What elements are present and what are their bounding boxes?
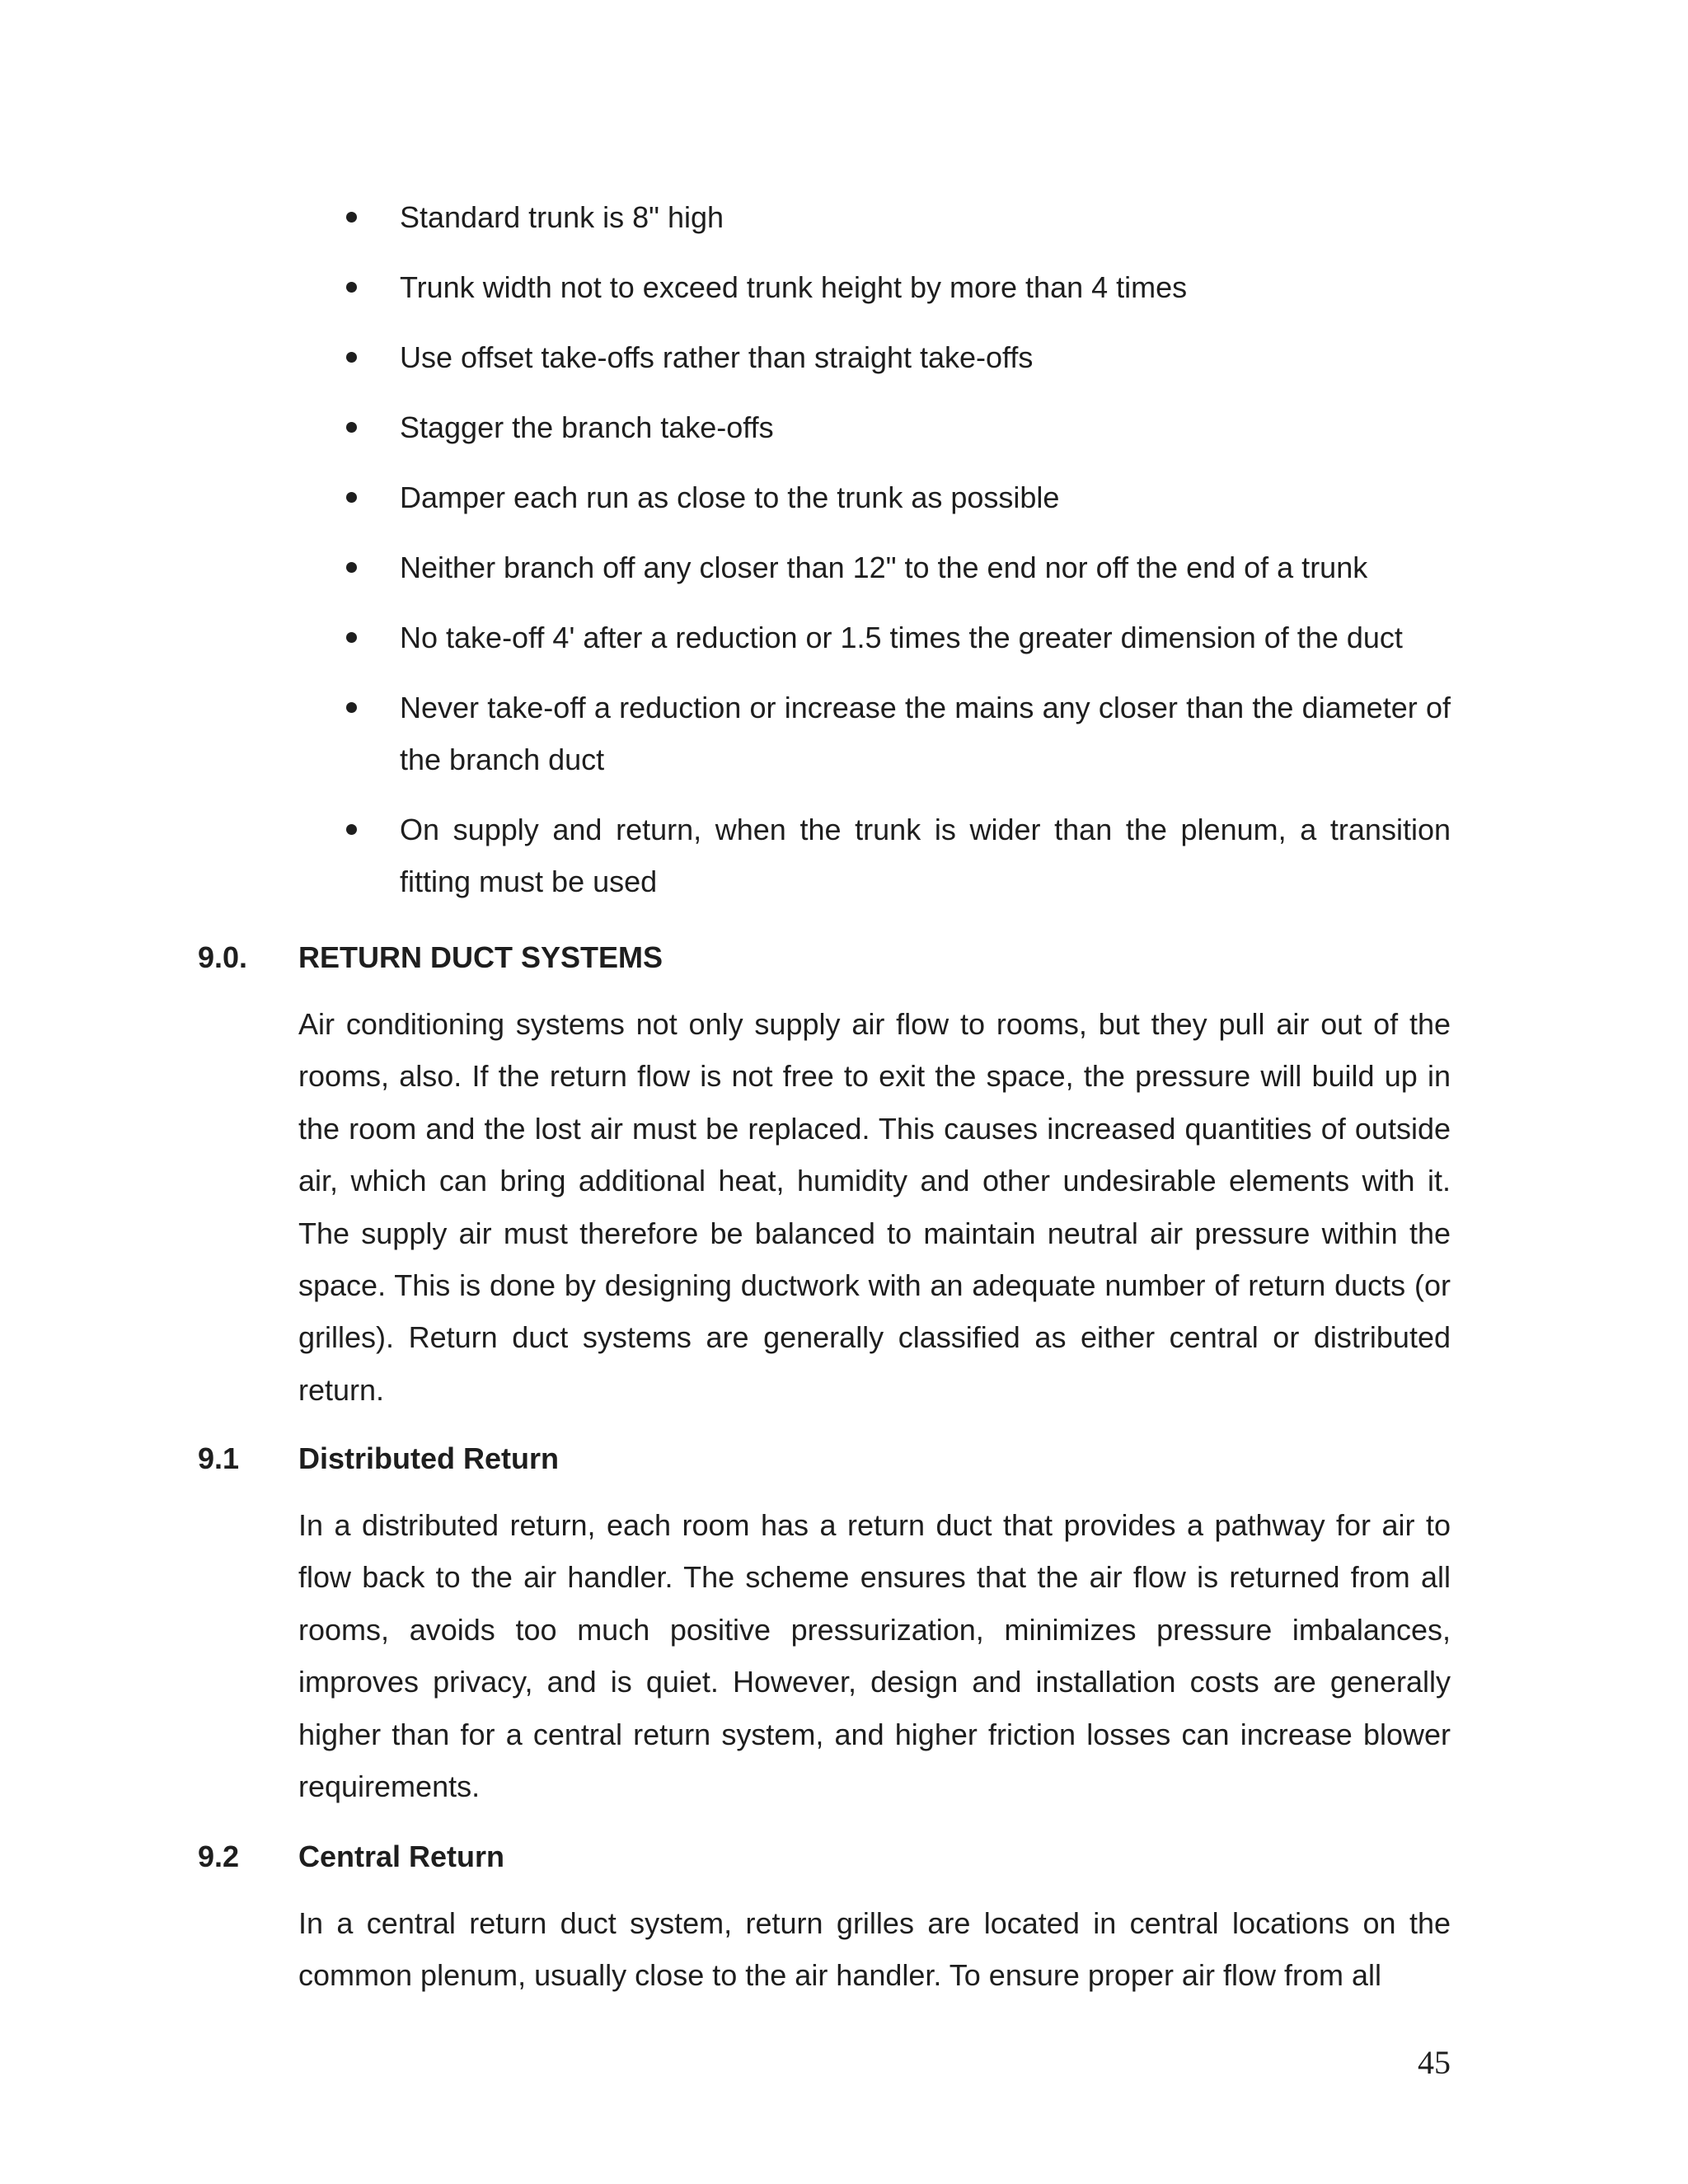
section-number: 9.1: [198, 1441, 240, 1475]
section-title: RETURN DUCT SYSTEMS: [298, 940, 663, 974]
page-number: 45: [1418, 2044, 1451, 2081]
bullet-text: No take-off 4' after a reduction or 1.5 times the greater dimension of the duct: [400, 621, 1403, 654]
bullet-list: [346, 191, 1451, 926]
bullet-text: Standard trunk is 8" high: [400, 200, 724, 234]
bullet-icon: [346, 702, 357, 713]
bullet-icon: [346, 352, 357, 363]
list-item: [346, 331, 1451, 383]
bullet-text: Trunk width not to exceed trunk height by more than 4 times: [400, 270, 1188, 304]
bullet-icon: [346, 824, 357, 835]
list-item: [346, 682, 1451, 785]
list-item: [346, 804, 1451, 907]
bullet-icon: [346, 562, 357, 573]
bullet-icon: [346, 632, 357, 643]
section-number: 9.0.: [198, 940, 248, 974]
bullet-icon: [346, 282, 357, 293]
list-item: [346, 612, 1451, 663]
bullet-text: Damper each run as close to the trunk as possible: [400, 480, 1060, 514]
bullet-icon: [346, 422, 357, 433]
bullet-text: On supply and return, when the trunk is wider than the plenum, a transition fitting must be used: [400, 813, 1451, 898]
section-title: Central Return: [298, 1840, 505, 1873]
list-item: [346, 541, 1451, 593]
bullet-icon: [346, 212, 357, 223]
bullet-text: Never take-off a reduction or increase the mains any closer than the diameter of the branch duct: [400, 691, 1451, 776]
list-item: [346, 471, 1451, 523]
list-item: [346, 261, 1451, 313]
bullet-icon: [346, 492, 357, 503]
bullet-text: Use offset take-offs rather than straight take-offs: [400, 340, 1034, 374]
section-body-9-1: In a distributed return, each room has a return duct that provides a pathway for air to flow back to the air handler. The scheme ensures that the air flow is returned from all rooms, avoids too much positive pressurization, minimizes pressure imbalances, improves privacy, and is quiet. However, design and installation costs are generally higher than for a central return system, and higher friction losses can increase blower requirements.: [298, 1508, 1451, 1804]
section-number: 9.2: [198, 1840, 240, 1873]
bullet-text: Stagger the branch take-offs: [400, 410, 774, 444]
bullet-text: Neither branch off any closer than 12" to the end nor off the end of a trunk: [400, 551, 1368, 584]
section-title: Distributed Return: [298, 1441, 560, 1475]
section-body-9-0: Air conditioning systems not only supply air flow to rooms, but they pull air out of the rooms, also. If the return flow is not free to exit the space, the pressure will build up in the room and the lost air must be replaced. This causes increased quantities of outside air, which can bring additional heat, humidity and other undesirable elements with it. The supply air must therefore be balanced to maintain neutral air pressure within the space. This is done by designing ductwork with an adequate number of return ducts (or grilles). Return duct systems are generally classified as either central or distributed return.: [298, 1007, 1451, 1407]
list-item: [346, 191, 1451, 243]
list-item: [346, 401, 1451, 453]
section-body-9-2: In a central return duct system, return grilles are located in central locations on the common plenum, usually close to the air handler. To ensure proper air flow from all: [298, 1906, 1451, 1993]
